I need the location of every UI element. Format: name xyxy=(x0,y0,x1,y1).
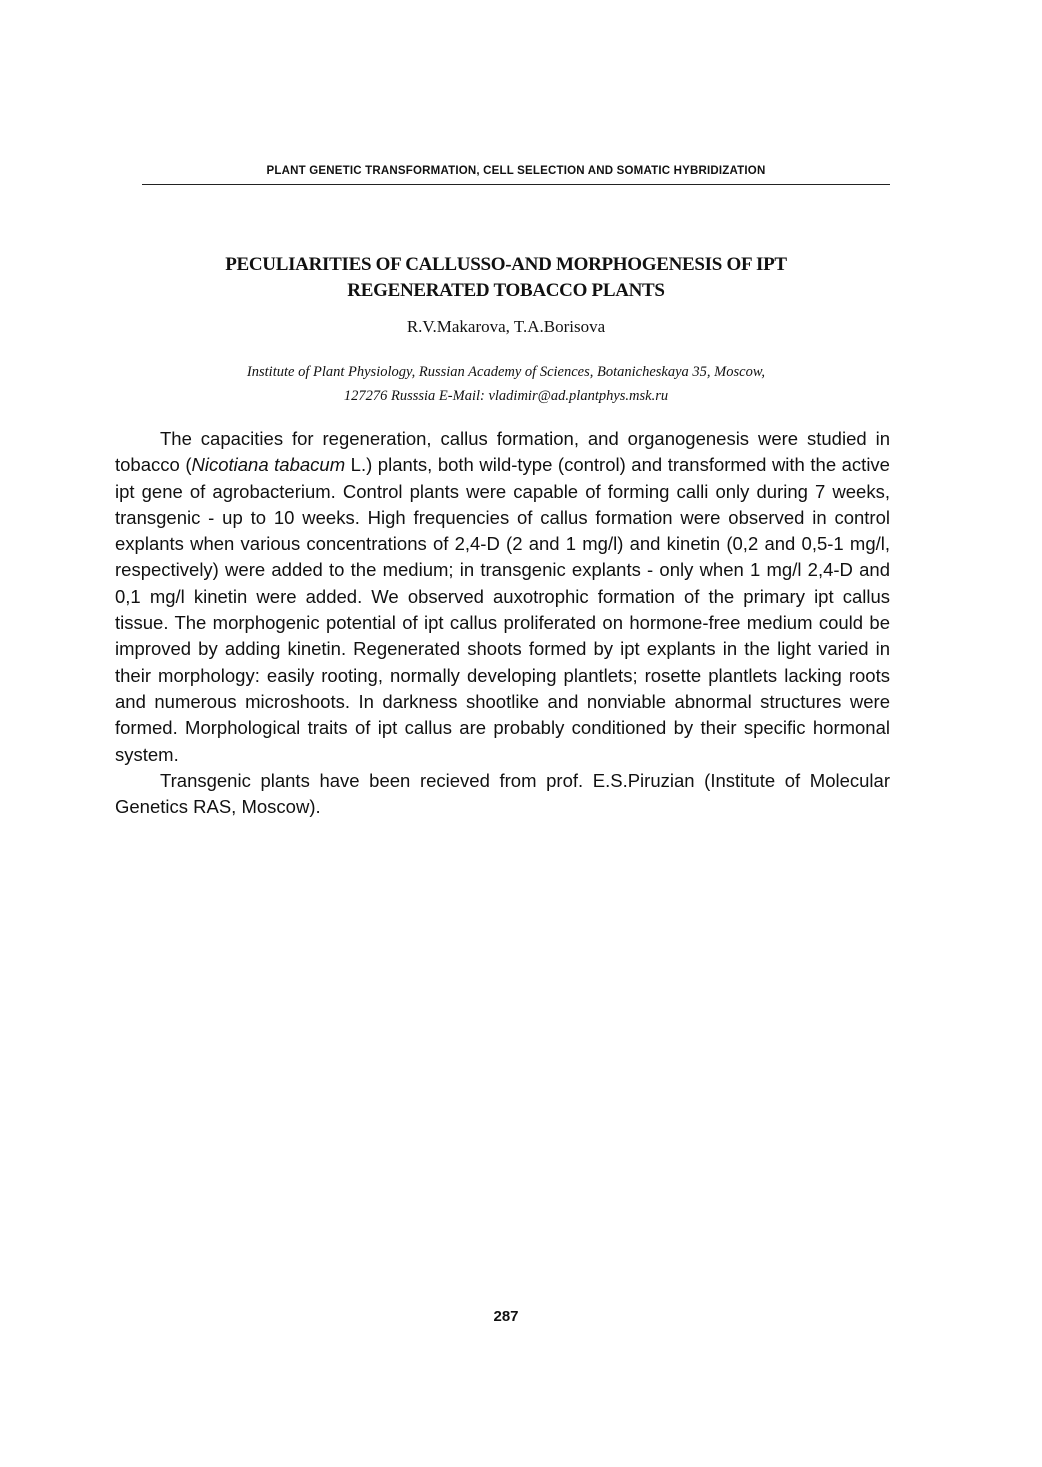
title-line-2: REGENERATED TOBACCO PLANTS xyxy=(347,280,665,301)
paper-title xyxy=(112,252,900,304)
running-head: PLANT GENETIC TRANSFORMATION, CELL SELECTION AND SOMATIC HYBRIDIZATION xyxy=(266,165,766,177)
species-name: Nicotiana tabacum xyxy=(191,454,346,476)
affiliation-line-2: 127276 Russsia E-Mail: vladimir@ad.plantphys.msk.ru xyxy=(343,388,669,404)
affiliation xyxy=(112,360,900,408)
page-number: 287 xyxy=(493,1308,519,1325)
abstract-body xyxy=(115,426,890,820)
header-divider xyxy=(142,184,890,185)
authors: R.V.Makarova, T.A.Borisova xyxy=(406,317,606,336)
title-line-1: PECULIARITIES OF CALLUSSO-AND MORPHOGENESIS OF IPT xyxy=(225,254,787,275)
abstract-paragraph-2: Transgenic plants have been recieved from prof. E.S.Piruzian (Institute of Molecular Genetics RAS, Moscow). xyxy=(115,769,890,818)
abstract-paragraph-1 xyxy=(115,426,890,768)
abstract-p1-start: The capacities for regeneration, callus formation, and organogenesis were studied in tobacco ( xyxy=(115,428,890,476)
abstract-p1-rest: L.) plants, both wild-type (control) and transformed with the active ipt gene of agrobacterium. Control plants were capable of forming calli only during 7 weeks, transgenic - up to 10 weeks. High frequencies of callus formation were observed in control explants when various concentrations of 2,4-D (2 and 1 mg/l) and kinetin (0,2 and 0,5-1 mg/l, respectively) were added to the medium; in transgenic explants - only when 1 mg/l 2,4-D and 0,1 mg/l kinetin were added. We observed auxotrophic formation of the primary ipt callus tissue. The morphogenic potential of ipt callus proliferated on hormone-free medium could be improved by adding kinetin. Regenerated shoots formed by ipt explants in the light varied in their morphology: easily rooting, normally developing plantlets; rosette plantlets lacking roots and numerous microshoots. In darkness shootlike and nonviable abnormal structures were formed. Morphological traits of ipt callus are probably conditioned by their specific hormonal system. xyxy=(115,454,890,765)
affiliation-line-1: Institute of Plant Physiology, Russian Academy of Sciences, Botanicheskaya 35, Moscow, xyxy=(246,364,766,380)
